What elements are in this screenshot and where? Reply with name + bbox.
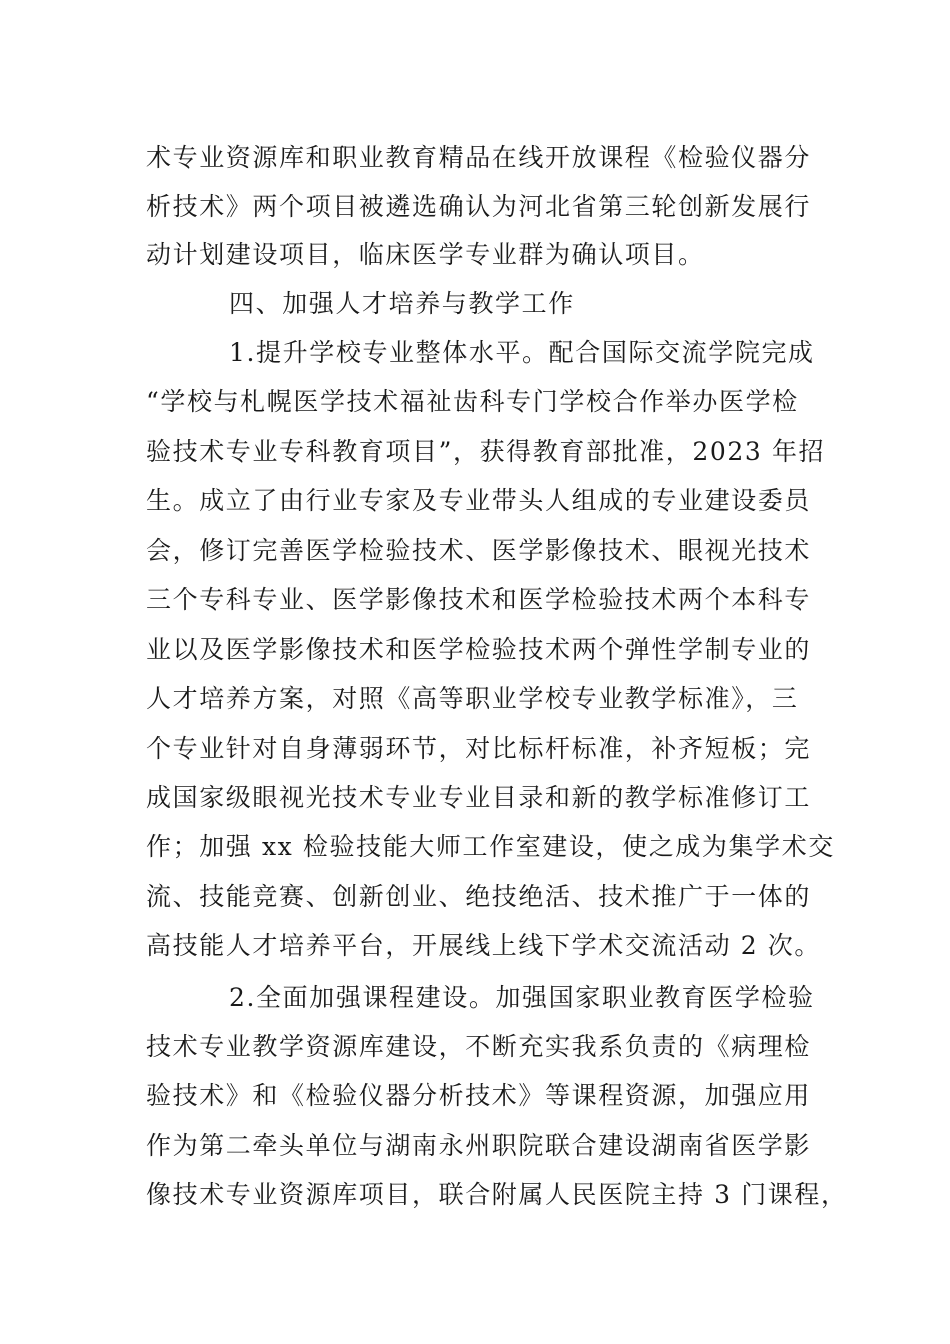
body-text-line: 析技术》两个项目被遴选确认为河北省第三轮创新发展行 [146,192,812,221]
body-text-line: 高技能人才培养平台，开展线上线下学术交流活动 2 次。 [146,931,822,960]
body-text-line: 个专业针对自身薄弱环节，对比标杆标准，补齐短板；完 [146,734,812,763]
body-text-line: 动计划建设项目，临床医学专业群为确认项目。 [146,240,705,269]
body-text-line: 流、技能竞赛、创新创业、绝技绝活、技术推广于一体的 [146,882,812,911]
section-heading: 四、加强人才培养与教学工作 [229,289,575,318]
body-text-line: “学校与札幌医学技术福祉齿科专门学校合作举办医学检 [146,387,799,416]
body-text-line: 技术专业教学资源库建设，不断充实我系负责的《病理检 [146,1032,812,1061]
body-text-line: 验技术》和《检验仪器分析技术》等课程资源，加强应用 [146,1081,812,1110]
paragraph-first-line: 2.全面加强课程建设。加强国家职业教育医学检验 [229,983,815,1012]
body-text-line: 成国家级眼视光技术专业专业目录和新的教学标准修订工 [146,783,812,812]
body-text-line: 业以及医学影像技术和医学检验技术两个弹性学制专业的 [146,635,812,664]
paragraph-first-line: 1.提升学校专业整体水平。配合国际交流学院完成 [229,338,815,367]
body-text-line: 像技术专业资源库项目，联合附属人民医院主持 3 门课程， [146,1180,848,1209]
body-text-line: 会，修订完善医学检验技术、医学影像技术、眼视光技术 [146,536,812,565]
body-text-line: 验技术专业专科教育项目”，获得教育部批准，2023 年招 [146,437,826,466]
body-text-line: 作；加强 xx 检验技能大师工作室建设，使之成为集学术交 [146,832,835,861]
body-text-line: 三个专科专业、医学影像技术和医学检验技术两个本科专 [146,585,812,614]
body-text-line: 作为第二牵头单位与湖南永州职院联合建设湖南省医学影 [146,1131,812,1160]
body-text-line: 生。成立了由行业专家及专业带头人组成的专业建设委员 [146,486,812,515]
body-text-line: 人才培养方案，对照《高等职业学校专业教学标准》，三 [146,684,799,713]
body-text-line: 术专业资源库和职业教育精品在线开放课程《检验仪器分 [146,143,812,172]
